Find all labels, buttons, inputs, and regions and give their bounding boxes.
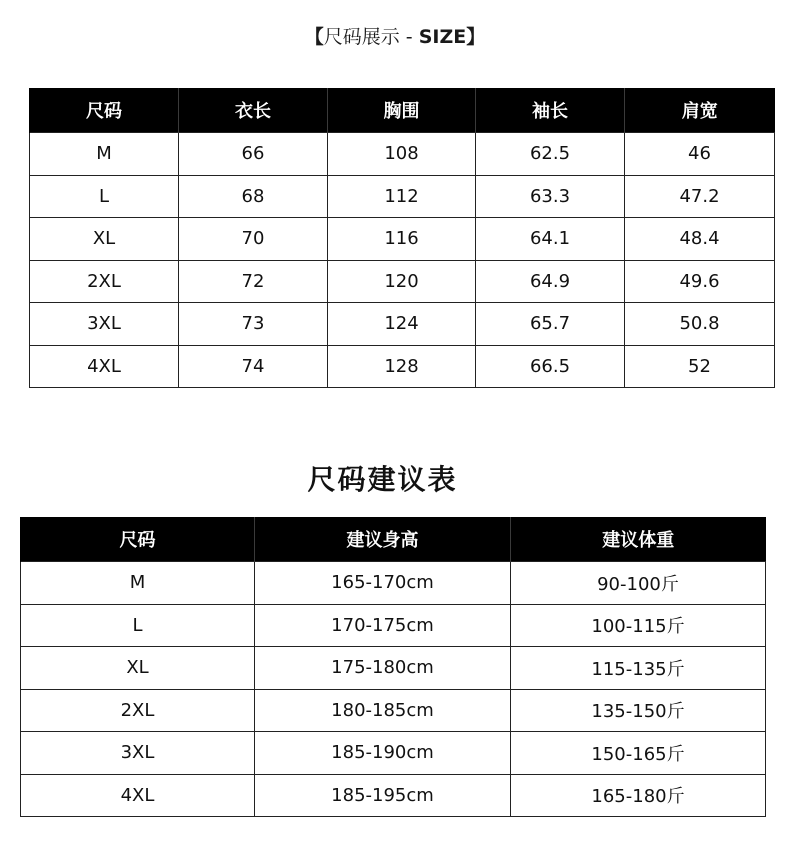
column-header-sleeve: 袖长 (476, 88, 625, 133)
column-header-chest: 胸围 (328, 88, 476, 133)
cell-chest: 108 (328, 133, 476, 176)
cell-shoulder: 48.4 (625, 218, 775, 261)
cell-size: XL (21, 647, 255, 690)
cell-chest: 116 (328, 218, 476, 261)
cell-height: 170-175cm (255, 604, 511, 647)
cell-sleeve: 64.9 (476, 260, 625, 303)
cell-chest: 112 (328, 175, 476, 218)
cell-size: 4XL (30, 345, 179, 388)
table-row (21, 774, 766, 817)
column-header-size: 尺码 (21, 517, 255, 562)
table-row (30, 303, 775, 346)
column-header-height: 建议身高 (255, 517, 511, 562)
cell-length: 73 (179, 303, 328, 346)
table-row (30, 175, 775, 218)
size-display-label: 尺码展示 - (323, 26, 413, 48)
table-row (21, 562, 766, 605)
table-row (30, 133, 775, 176)
cell-weight: 90-100斤 (511, 562, 766, 605)
column-header-size: 尺码 (30, 88, 179, 133)
cell-shoulder: 50.8 (625, 303, 775, 346)
cell-chest: 120 (328, 260, 476, 303)
size-recommendation-title: 尺码建议表 (307, 463, 458, 496)
cell-shoulder: 46 (625, 133, 775, 176)
column-header-shoulder: 肩宽 (625, 88, 775, 133)
cell-size: 4XL (21, 774, 255, 817)
cell-weight: 115-135斤 (511, 647, 766, 690)
cell-sleeve: 65.7 (476, 303, 625, 346)
cell-length: 68 (179, 175, 328, 218)
cell-weight: 100-115斤 (511, 604, 766, 647)
cell-shoulder: 47.2 (625, 175, 775, 218)
cell-height: 185-195cm (255, 774, 511, 817)
cell-size: L (21, 604, 255, 647)
table-row (21, 647, 766, 690)
cell-size: M (30, 133, 179, 176)
cell-height: 185-190cm (255, 732, 511, 775)
cell-shoulder: 49.6 (625, 260, 775, 303)
size-display-title (0, 22, 790, 52)
cell-size: L (30, 175, 179, 218)
cell-sleeve: 66.5 (476, 345, 625, 388)
table-row (30, 345, 775, 388)
table-row (30, 218, 775, 261)
table-header-row (30, 88, 775, 133)
cell-sleeve: 63.3 (476, 175, 625, 218)
table-header-row (21, 517, 766, 562)
cell-weight: 165-180斤 (511, 774, 766, 817)
cell-height: 165-170cm (255, 562, 511, 605)
column-header-weight: 建议体重 (511, 517, 766, 562)
cell-length: 66 (179, 133, 328, 176)
cell-weight: 150-165斤 (511, 732, 766, 775)
table-row (21, 732, 766, 775)
cell-size: 3XL (21, 732, 255, 775)
cell-chest: 124 (328, 303, 476, 346)
cell-height: 175-180cm (255, 647, 511, 690)
size-measurement-table (29, 88, 775, 388)
cell-length: 72 (179, 260, 328, 303)
size-recommendation-table (20, 517, 766, 817)
cell-weight: 135-150斤 (511, 689, 766, 732)
table-row (30, 260, 775, 303)
cell-shoulder: 52 (625, 345, 775, 388)
cell-size: 3XL (30, 303, 179, 346)
cell-size: 2XL (21, 689, 255, 732)
cell-size: 2XL (30, 260, 179, 303)
size-display-size-word: SIZE (418, 26, 467, 48)
cell-sleeve: 62.5 (476, 133, 625, 176)
cell-size: M (21, 562, 255, 605)
table-row (21, 689, 766, 732)
cell-length: 70 (179, 218, 328, 261)
title-bracket-open: 【 (304, 26, 324, 48)
cell-size: XL (30, 218, 179, 261)
cell-height: 180-185cm (255, 689, 511, 732)
cell-sleeve: 64.1 (476, 218, 625, 261)
title-bracket-close: 】 (466, 26, 486, 48)
cell-chest: 128 (328, 345, 476, 388)
column-header-length: 衣长 (179, 88, 328, 133)
cell-length: 74 (179, 345, 328, 388)
table-row (21, 604, 766, 647)
